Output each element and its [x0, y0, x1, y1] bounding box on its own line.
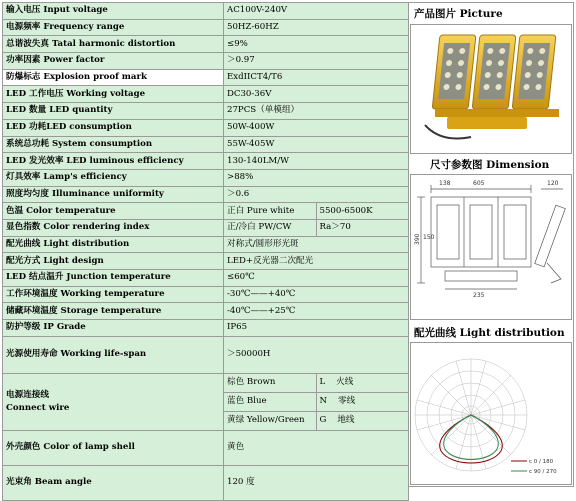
table-row	[3, 253, 409, 270]
spec-label: LED 结点温升 Junction temperature	[3, 270, 224, 287]
table-row	[3, 465, 409, 500]
dimension-title: 尺寸参数图 Dimension	[430, 159, 550, 171]
spec-label: 总谐波失真 Tatal harmonic distortion	[3, 36, 224, 53]
spec-value: 50HZ-60HZ	[224, 19, 409, 36]
spec-label: LED 发光效率 LED luminous efficiency	[3, 153, 224, 170]
spec-value: ExdIICT4/T6	[224, 69, 409, 86]
wire-color: 黄绿 Yellow/Green	[224, 411, 317, 430]
connect-wire-label-cn: 电源连接线	[6, 389, 49, 400]
spec-label: LED 数量 LED quantity	[3, 103, 224, 120]
wire-color: 棕色 Brown	[224, 373, 317, 392]
spec-label: 显色指数 Color rendering index	[3, 219, 224, 236]
table-row	[3, 236, 409, 253]
table-row	[3, 3, 409, 20]
spec-value: DC30-36V	[224, 86, 409, 103]
wire-code	[316, 411, 409, 430]
table-row	[3, 103, 409, 120]
spec-label: 输入电压 Input voltage	[3, 3, 224, 20]
spec-value: ＞0.97	[224, 53, 409, 70]
spec-label: 功率因素 Power factor	[3, 53, 224, 70]
shell-color-label: 外壳颜色 Color of lamp shell	[3, 430, 224, 465]
table-row	[3, 219, 409, 236]
spec-table	[2, 2, 409, 501]
spec-value: -30℃——+40℃	[224, 286, 409, 303]
spec-value: 对称式/圆形形光斑	[224, 236, 409, 253]
spec-value: LED+反光器二次配光	[224, 253, 409, 270]
table-row	[3, 373, 409, 392]
wire-code-letter: L	[319, 377, 326, 388]
spec-label: LED 工作电压 Working voltage	[3, 86, 224, 103]
spec-value: 130-140LM/W	[224, 153, 409, 170]
product-picture	[410, 24, 572, 154]
spec-value: >88%	[224, 169, 409, 186]
table-row	[3, 203, 409, 220]
spec-value: ＞0.6	[224, 186, 409, 203]
dim-label: 605	[473, 180, 485, 187]
spec-value: 50W-400W	[224, 119, 409, 136]
wire-code-letter: N	[319, 396, 328, 407]
wire-code-name: 零线	[337, 396, 356, 407]
connect-wire-label-en: Connect wire	[6, 402, 70, 413]
wire-code	[316, 373, 409, 392]
spec-label: 储藏环境温度 Storage temperature	[3, 303, 224, 320]
spec-value: ＞50000H	[224, 336, 409, 373]
spec-table-body	[3, 3, 409, 501]
spec-value: ≤60℃	[224, 270, 409, 287]
table-row	[3, 320, 409, 337]
legend-label: c 0 / 180	[529, 459, 554, 465]
spec-value: IP65	[224, 320, 409, 337]
distribution-chart	[410, 342, 572, 485]
spec-label: 配光方式 Light design	[3, 253, 224, 270]
table-row	[3, 169, 409, 186]
spec-label: 色温 Color temperature	[3, 203, 224, 220]
table-row	[3, 53, 409, 70]
dim-label: 138	[439, 180, 451, 187]
spec-label: 防爆标志 Explosion proof mark	[3, 69, 224, 86]
table-row	[3, 119, 409, 136]
spec-value: 正/冷白 PW/CW	[224, 219, 317, 236]
spec-label: 电源频率 Frequency range	[3, 19, 224, 36]
spec-label: LED 功耗LED consumption	[3, 119, 224, 136]
dim-label: 390	[414, 233, 421, 245]
table-row	[3, 19, 409, 36]
dim-label: 120	[547, 180, 559, 187]
picture-title: 产品图片 Picture	[414, 8, 503, 20]
connect-wire-label	[3, 373, 224, 430]
wire-code-name: 火线	[336, 377, 354, 388]
table-row	[3, 153, 409, 170]
shell-color-value: 黄色	[224, 430, 409, 465]
distribution-title: 配光曲线 Light distribution	[414, 327, 565, 339]
wire-code-letter: G	[319, 415, 327, 426]
spec-value-secondary: 5500-6500K	[316, 203, 409, 220]
table-row	[3, 136, 409, 153]
spec-label: 系统总功耗 System consumption	[3, 136, 224, 153]
spec-label: 灯具效率 Lamp's efficiency	[3, 169, 224, 186]
wire-code	[316, 392, 409, 411]
dim-label: 235	[473, 292, 485, 299]
spec-label: 工作环境温度 Working temperature	[3, 286, 224, 303]
legend-label: c 90 / 270	[529, 469, 557, 475]
spec-label: 光源使用寿命 Working life-span	[3, 336, 224, 373]
table-row	[3, 69, 409, 86]
dimension-diagram	[411, 175, 571, 319]
table-row	[3, 186, 409, 203]
floodlight-image	[411, 25, 571, 153]
spec-value: -40℃——+25℃	[224, 303, 409, 320]
spec-value: 55W-405W	[224, 136, 409, 153]
table-row	[3, 36, 409, 53]
spec-value: 27PCS（单模组）	[224, 103, 409, 120]
spec-label: 照度均匀度 Illuminance uniformity	[3, 186, 224, 203]
wire-code-name: 地线	[337, 415, 355, 426]
table-row	[3, 86, 409, 103]
table-row	[3, 303, 409, 320]
dim-label: 150	[423, 234, 435, 241]
spec-value: 正白 Pure white	[224, 203, 317, 220]
polar-diagram	[411, 343, 571, 484]
table-row	[3, 336, 409, 373]
wire-color: 蓝色 Blue	[224, 392, 317, 411]
table-row	[3, 270, 409, 287]
table-row	[3, 430, 409, 465]
spec-value: ≤9%	[224, 36, 409, 53]
table-row	[3, 286, 409, 303]
spec-label: 防护等级 IP Grade	[3, 320, 224, 337]
spec-value-secondary: Ra＞70	[316, 219, 409, 236]
beam-angle-value: 120 度	[224, 465, 409, 500]
dimension-drawing	[410, 174, 572, 320]
spec-value: AC100V-240V	[224, 3, 409, 20]
spec-label: 配光曲线 Light distribution	[3, 236, 224, 253]
beam-angle-label: 光束角 Beam angle	[3, 465, 224, 500]
